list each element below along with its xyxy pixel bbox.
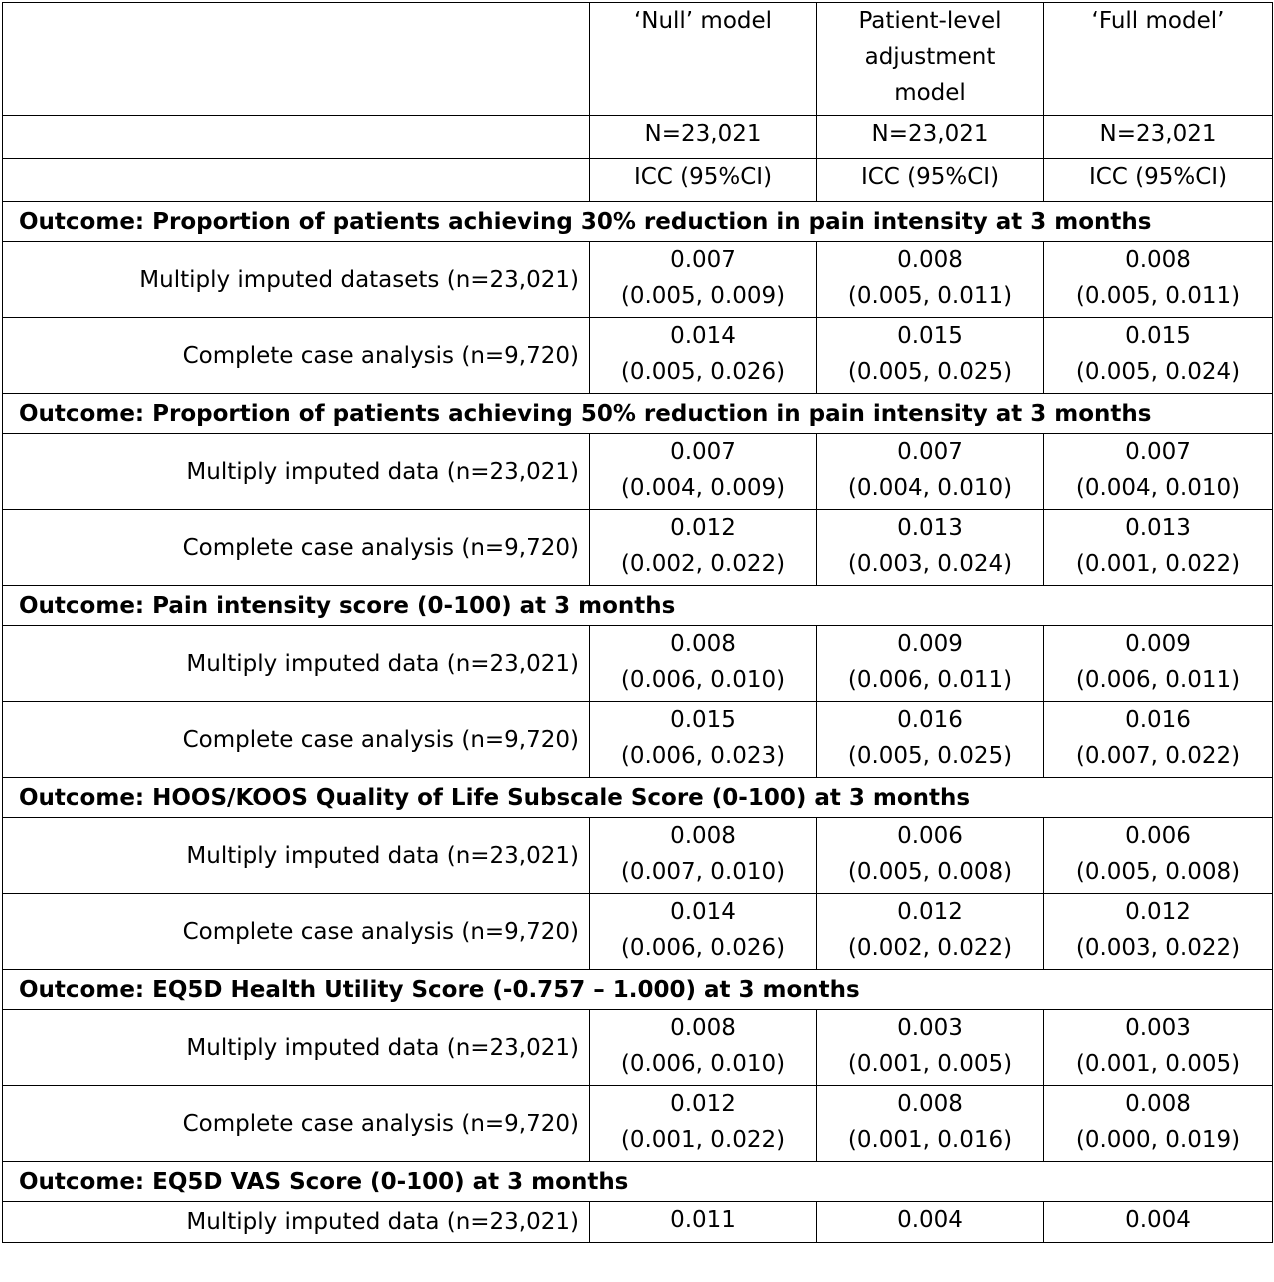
table-row	[3, 894, 1273, 970]
icc-cell	[1044, 626, 1273, 702]
icc-value: 0.006	[897, 823, 963, 849]
icc-value: 0.008	[670, 631, 736, 657]
icc-value: 0.004	[1125, 1207, 1191, 1233]
icc-value: 0.012	[670, 1091, 736, 1117]
icc-cell	[817, 626, 1044, 702]
col-header-null-model: ‘Null’ model	[590, 3, 817, 116]
section-header-row	[3, 1162, 1273, 1202]
header-row	[3, 3, 1273, 116]
icc-row-empty-cell	[3, 159, 590, 202]
row-label: Multiply imputed data (n=23,021)	[3, 1202, 590, 1243]
col-header-patient-level-model: Patient-level adjustment model	[817, 3, 1044, 116]
icc-cell	[590, 1086, 817, 1162]
icc-value: 0.013	[1125, 515, 1191, 541]
icc-value: 0.011	[670, 1207, 736, 1233]
icc-cell	[817, 242, 1044, 318]
icc-value: 0.004	[897, 1207, 963, 1233]
confidence-interval: (0.004, 0.010)	[847, 475, 1013, 501]
n-row-empty-cell	[3, 116, 590, 159]
table-row	[3, 818, 1273, 894]
n-value-null: N=23,021	[590, 116, 817, 159]
icc-value: 0.008	[897, 1091, 963, 1117]
confidence-interval: (0.001, 0.022)	[1075, 551, 1241, 577]
confidence-interval: (0.006, 0.011)	[1075, 667, 1241, 693]
icc-value: 0.007	[1125, 439, 1191, 465]
confidence-interval: (0.005, 0.025)	[847, 743, 1013, 769]
confidence-interval: (0.005, 0.009)	[620, 283, 786, 309]
icc-value: 0.008	[1125, 1091, 1191, 1117]
col-header-full-model: ‘Full model’	[1044, 3, 1273, 116]
icc-label-row	[3, 159, 1273, 202]
section-title: Outcome: HOOS/KOOS Quality of Life Subscale Score (0-100) at 3 months	[3, 778, 1273, 818]
n-value-full: N=23,021	[1044, 116, 1273, 159]
section-header-row	[3, 394, 1273, 434]
icc-cell	[817, 318, 1044, 394]
icc-cell	[590, 510, 817, 586]
icc-cell	[590, 818, 817, 894]
section-title: Outcome: EQ5D VAS Score (0-100) at 3 months	[3, 1162, 1273, 1202]
icc-cell	[817, 1202, 1044, 1243]
table-row	[3, 1010, 1273, 1086]
icc-cell	[817, 702, 1044, 778]
row-label: Multiply imputed data (n=23,021)	[3, 818, 590, 894]
table-row	[3, 1202, 1273, 1243]
icc-value: 0.006	[1125, 823, 1191, 849]
icc-cell	[1044, 1202, 1273, 1243]
confidence-interval: (0.006, 0.010)	[620, 667, 786, 693]
icc-cell	[590, 894, 817, 970]
icc-value: 0.013	[897, 515, 963, 541]
icc-value: 0.007	[897, 439, 963, 465]
confidence-interval: (0.005, 0.008)	[1075, 859, 1241, 885]
section-title: Outcome: Proportion of patients achieving 50% reduction in pain intensity at 3 months	[3, 394, 1273, 434]
icc-value: 0.007	[670, 439, 736, 465]
icc-cell	[817, 434, 1044, 510]
icc-value: 0.009	[897, 631, 963, 657]
icc-cell	[817, 1010, 1044, 1086]
icc-value: 0.016	[897, 707, 963, 733]
icc-value: 0.003	[897, 1015, 963, 1041]
icc-value: 0.008	[670, 1015, 736, 1041]
icc-label-full: ICC (95%CI)	[1044, 159, 1273, 202]
icc-value: 0.009	[1125, 631, 1191, 657]
icc-value: 0.014	[670, 899, 736, 925]
icc-cell	[590, 1202, 817, 1243]
table-row	[3, 702, 1273, 778]
icc-cell	[1044, 894, 1273, 970]
confidence-interval: (0.005, 0.025)	[847, 359, 1013, 385]
confidence-interval: (0.006, 0.023)	[620, 743, 786, 769]
icc-value: 0.008	[897, 247, 963, 273]
confidence-interval: (0.004, 0.009)	[620, 475, 786, 501]
row-label: Multiply imputed data (n=23,021)	[3, 626, 590, 702]
icc-value: 0.016	[1125, 707, 1191, 733]
table-body	[3, 3, 1273, 1243]
confidence-interval: (0.002, 0.022)	[847, 935, 1013, 961]
n-row	[3, 116, 1273, 159]
section-header-row	[3, 778, 1273, 818]
section-header-row	[3, 970, 1273, 1010]
icc-value: 0.008	[1125, 247, 1191, 273]
icc-label-null: ICC (95%CI)	[590, 159, 817, 202]
icc-cell	[1044, 434, 1273, 510]
confidence-interval: (0.006, 0.026)	[620, 935, 786, 961]
confidence-interval: (0.005, 0.008)	[847, 859, 1013, 885]
icc-value: 0.015	[1125, 323, 1191, 349]
confidence-interval: (0.004, 0.010)	[1075, 475, 1241, 501]
icc-cell	[817, 894, 1044, 970]
icc-cell	[590, 626, 817, 702]
icc-cell	[1044, 318, 1273, 394]
table-row	[3, 242, 1273, 318]
confidence-interval: (0.001, 0.022)	[620, 1127, 786, 1153]
icc-cell	[590, 434, 817, 510]
table-row	[3, 318, 1273, 394]
confidence-interval: (0.007, 0.010)	[620, 859, 786, 885]
icc-label-patient: ICC (95%CI)	[817, 159, 1044, 202]
icc-value: 0.003	[1125, 1015, 1191, 1041]
confidence-interval: (0.006, 0.010)	[620, 1051, 786, 1077]
confidence-interval: (0.001, 0.005)	[1075, 1051, 1241, 1077]
icc-cell	[817, 510, 1044, 586]
icc-value: 0.014	[670, 323, 736, 349]
icc-cell	[1044, 242, 1273, 318]
section-title: Outcome: Proportion of patients achieving 30% reduction in pain intensity at 3 months	[3, 202, 1273, 242]
row-label: Multiply imputed datasets (n=23,021)	[3, 242, 590, 318]
confidence-interval: (0.007, 0.022)	[1075, 743, 1241, 769]
icc-value: 0.015	[670, 707, 736, 733]
icc-cell	[590, 242, 817, 318]
confidence-interval: (0.003, 0.022)	[1075, 935, 1241, 961]
section-title: Outcome: Pain intensity score (0-100) at 3 months	[3, 586, 1273, 626]
section-header-row	[3, 202, 1273, 242]
confidence-interval: (0.001, 0.005)	[847, 1051, 1013, 1077]
icc-value: 0.012	[897, 899, 963, 925]
row-label: Complete case analysis (n=9,720)	[3, 894, 590, 970]
confidence-interval: (0.003, 0.024)	[847, 551, 1013, 577]
row-label: Multiply imputed data (n=23,021)	[3, 1010, 590, 1086]
section-title: Outcome: EQ5D Health Utility Score (-0.757 – 1.000) at 3 months	[3, 970, 1273, 1010]
icc-value: 0.012	[670, 515, 736, 541]
icc-cell	[1044, 510, 1273, 586]
icc-cell	[1044, 1010, 1273, 1086]
section-header-row	[3, 586, 1273, 626]
confidence-interval: (0.005, 0.011)	[847, 283, 1013, 309]
confidence-interval: (0.005, 0.026)	[620, 359, 786, 385]
icc-value: 0.012	[1125, 899, 1191, 925]
confidence-interval: (0.006, 0.011)	[847, 667, 1013, 693]
row-label: Complete case analysis (n=9,720)	[3, 318, 590, 394]
icc-cell	[1044, 1086, 1273, 1162]
header-empty-cell	[3, 3, 590, 116]
confidence-interval: (0.005, 0.024)	[1075, 359, 1241, 385]
icc-cell	[590, 318, 817, 394]
row-label: Complete case analysis (n=9,720)	[3, 510, 590, 586]
row-label: Complete case analysis (n=9,720)	[3, 702, 590, 778]
confidence-interval: (0.005, 0.011)	[1075, 283, 1241, 309]
icc-cell	[1044, 818, 1273, 894]
confidence-interval: (0.002, 0.022)	[620, 551, 786, 577]
row-label: Complete case analysis (n=9,720)	[3, 1086, 590, 1162]
confidence-interval: (0.001, 0.016)	[847, 1127, 1013, 1153]
icc-cell	[1044, 702, 1273, 778]
table-row	[3, 1086, 1273, 1162]
table-row	[3, 510, 1273, 586]
table-row	[3, 626, 1273, 702]
row-label: Multiply imputed data (n=23,021)	[3, 434, 590, 510]
icc-cell	[817, 1086, 1044, 1162]
icc-value: 0.015	[897, 323, 963, 349]
icc-cell	[590, 702, 817, 778]
icc-value: 0.008	[670, 823, 736, 849]
icc-cell	[590, 1010, 817, 1086]
icc-results-table	[2, 2, 1273, 1243]
icc-value: 0.007	[670, 247, 736, 273]
confidence-interval: (0.000, 0.019)	[1075, 1127, 1241, 1153]
table-row	[3, 434, 1273, 510]
n-value-patient: N=23,021	[817, 116, 1044, 159]
icc-cell	[817, 818, 1044, 894]
